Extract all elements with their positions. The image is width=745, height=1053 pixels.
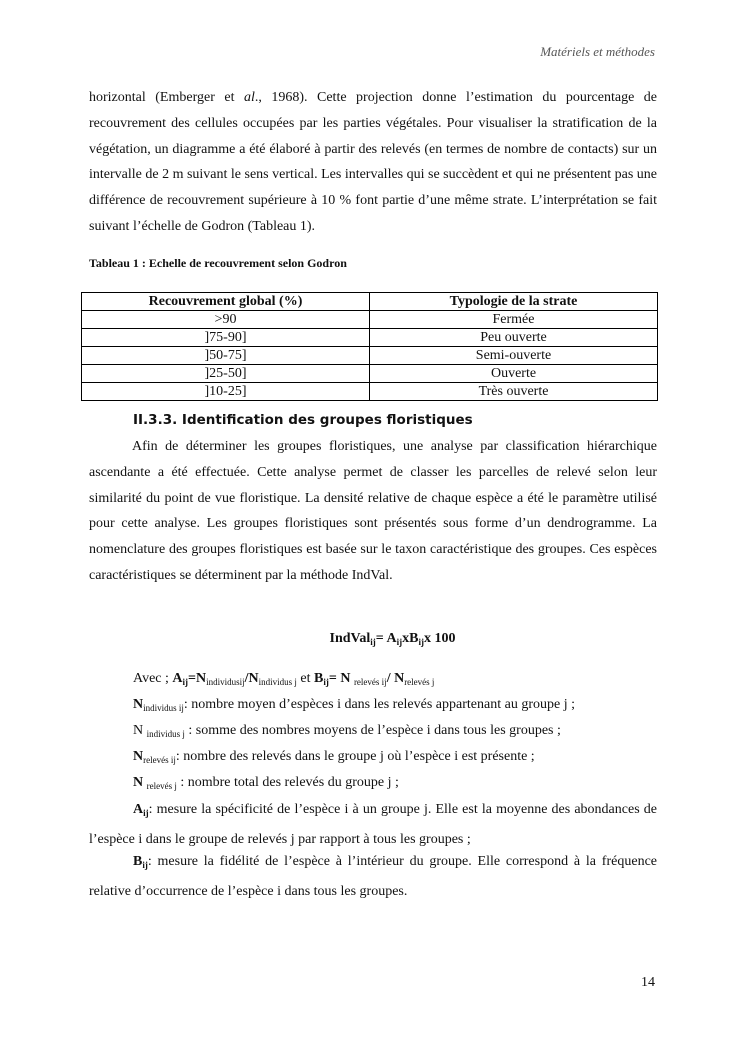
def-sub: ij bbox=[142, 860, 148, 870]
recouvrement-table bbox=[81, 292, 658, 401]
def-text: : nombre des relevés dans le groupe j où l’espèce i est présente ; bbox=[175, 749, 535, 764]
table-cell: Semi-ouverte bbox=[370, 347, 658, 365]
table-cell: Fermée bbox=[370, 311, 658, 329]
formula-part: IndVal bbox=[329, 631, 371, 646]
def-symbol: N bbox=[133, 775, 147, 790]
intro-text-2: ., 1968). Cette projection donne l’estimation du pourcentage de recouvrement des cellules occupées par les parties végétales. Pour visualiser la stratification de la végétation, un diagramme a été élaboré à partir des relevés (en termes de nombre de contacts) sur un intervalle de 2 m suivant le sens vertical. Les intervalles qui se succèdent et qui ne présentent pas une différence de recouvrement supérieure à 10 % font partie d’une même strate. L’interprétation se fait suivant l’échelle de Godron (Tableau 1). bbox=[89, 90, 657, 234]
table-row bbox=[82, 365, 658, 383]
def-sub: relevés ij bbox=[143, 755, 176, 765]
def-sub: relevés j bbox=[404, 677, 435, 687]
intro-text-1: horizontal (Emberger et bbox=[89, 90, 244, 105]
formula-sub: ij bbox=[370, 637, 376, 647]
table-cell: Peu ouverte bbox=[370, 329, 658, 347]
formula-sub: ij bbox=[418, 637, 424, 647]
def-sub: ij bbox=[143, 808, 149, 818]
def-text: : mesure la spécificité de l’espèce i à un groupe j. Elle est la moyenne des abondances de l’espèce i dans le groupe de relevés j par rapport à tous les groupes ; bbox=[89, 802, 657, 847]
table-cell: Très ouverte bbox=[370, 383, 658, 401]
table-row bbox=[82, 311, 658, 329]
page-number: 14 bbox=[641, 975, 655, 990]
def-text: et bbox=[296, 671, 314, 686]
table-row bbox=[82, 329, 658, 347]
table-row bbox=[82, 383, 658, 401]
section-paragraph: Afin de déterminer les groupes floristiques, une analyse par classification hiérarchique ascendante a été effectuée. Cette analyse permet de classer les parcelles de relevé selon leur similarité du point de vue floristique. La densité relative de chaque espèce a été le paramètre utilisé pour cette analyse. Les groupes floristiques sont présentés sous forme d’un dendrogramme. La nomenclature des groupes floristiques est basée sur le taxon caractéristique des groupes. Ces espèces caractéristiques se déterminent par la méthode IndVal. bbox=[89, 439, 657, 583]
def-sub: relevés ij bbox=[353, 677, 387, 687]
definition-n-individus-ij bbox=[133, 697, 575, 713]
table-header-cell: Typologie de la strate bbox=[370, 293, 658, 311]
table-header-cell: Recouvrement global (%) bbox=[82, 293, 370, 311]
definition-n-individus-j bbox=[133, 723, 561, 739]
definition-avec bbox=[133, 671, 434, 687]
definition-n-releves-ij bbox=[133, 749, 535, 765]
definition-n-releves-j bbox=[133, 775, 399, 791]
formula-part: x 100 bbox=[423, 631, 456, 646]
indval-formula bbox=[0, 631, 745, 647]
def-symbol: / N bbox=[386, 671, 405, 686]
table-cell: >90 bbox=[82, 311, 370, 329]
running-header: Matériels et méthodes bbox=[540, 44, 655, 59]
table-cell: ]50-75] bbox=[82, 347, 370, 365]
def-sub: ij bbox=[323, 677, 329, 687]
def-text: Avec ; bbox=[133, 671, 173, 686]
def-sub: individus j bbox=[258, 677, 297, 687]
def-text: : somme des nombres moyens de l’espèce i dans tous les groupes ; bbox=[184, 723, 561, 738]
def-text: : nombre moyen d’espèces i dans les relevés appartenant au groupe j ; bbox=[183, 697, 575, 712]
def-text: : mesure la fidélité de l’espèce à l’intérieur du groupe. Elle correspond à la fréquence relative d’occurrence de l’espèce i dans tous les groupes. bbox=[89, 854, 657, 899]
def-symbol: A bbox=[172, 671, 183, 686]
def-symbol: =N bbox=[188, 671, 207, 686]
def-symbol: A bbox=[133, 802, 144, 817]
intro-italic: al bbox=[243, 90, 255, 105]
table-cell: ]75-90] bbox=[82, 329, 370, 347]
formula-sub: ij bbox=[396, 637, 403, 647]
intro-paragraph bbox=[89, 85, 657, 240]
table-cell: ]10-25] bbox=[82, 383, 370, 401]
section-heading: II.3.3. Identification des groupes floristiques bbox=[133, 412, 473, 428]
table-row bbox=[82, 347, 658, 365]
def-symbol: /N bbox=[244, 671, 259, 686]
def-symbol: N bbox=[133, 749, 144, 764]
table-cell: ]25-50] bbox=[82, 365, 370, 383]
def-sub: ij bbox=[182, 677, 189, 687]
def-sub: individus j bbox=[146, 729, 185, 739]
def-text: : nombre total des relevés du groupe j ; bbox=[176, 775, 399, 790]
def-symbol: B bbox=[314, 671, 324, 686]
table-cell: Ouverte bbox=[370, 365, 658, 383]
definition-bij bbox=[89, 849, 657, 905]
def-symbol: B bbox=[133, 854, 143, 869]
def-sub: individusij bbox=[206, 677, 245, 687]
def-sub: individus ij bbox=[143, 703, 184, 713]
def-symbol: = N bbox=[328, 671, 354, 686]
def-symbol: N bbox=[133, 723, 147, 738]
definition-aij bbox=[89, 797, 657, 853]
def-sub: relevés j bbox=[146, 781, 177, 791]
formula-part: = A bbox=[375, 631, 397, 646]
formula-part: xB bbox=[402, 631, 419, 646]
table-header-row bbox=[82, 293, 658, 311]
table-caption: Tableau 1 : Echelle de recouvrement selon Godron bbox=[89, 256, 347, 270]
def-symbol: N bbox=[133, 697, 144, 712]
